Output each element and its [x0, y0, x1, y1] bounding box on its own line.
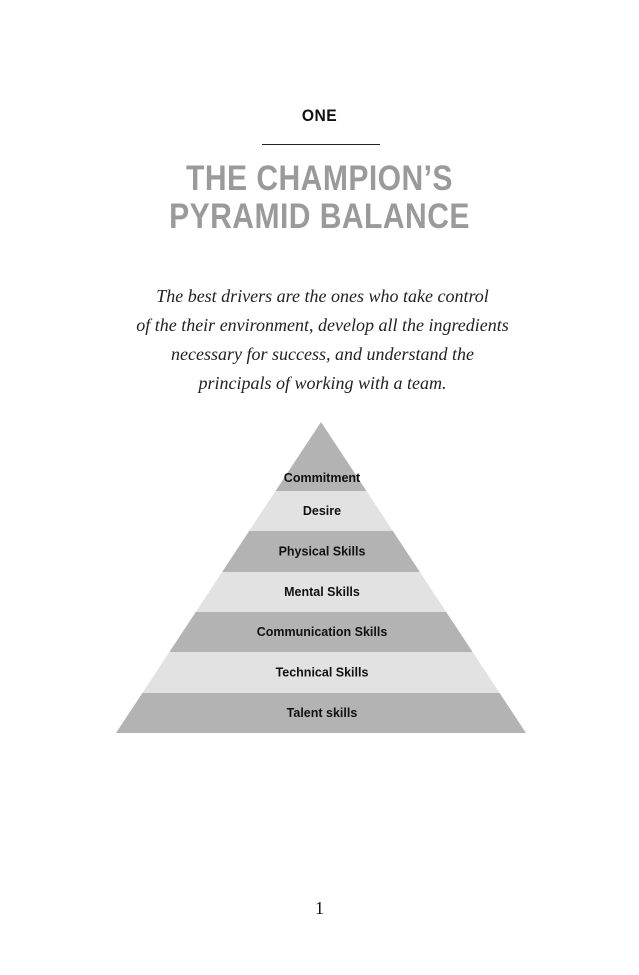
epigraph-line: of the their environment, develop all the ingredients — [136, 315, 509, 335]
pyramid-level-label: Talent skills — [286, 706, 358, 720]
pyramid-level-label: Technical Skills — [275, 665, 369, 680]
epigraph-line: principals of working with a team. — [198, 373, 447, 393]
pyramid-apex — [295, 422, 348, 462]
chapter-title-line-2: PYRAMID BALANCE — [169, 197, 470, 236]
epigraph-line: necessary for success, and understand the — [171, 344, 474, 364]
pyramid-level-label: Mental Skills — [284, 585, 360, 599]
chapter-title-line-1: THE CHAMPION’S — [186, 159, 453, 198]
chapter-number: ONE — [301, 106, 338, 125]
pyramid-level-label: Desire — [302, 504, 342, 518]
epigraph-line: The best drivers are the ones who take control — [156, 286, 489, 306]
pyramid-level-label: Communication Skills — [256, 625, 388, 639]
page-number: 1 — [315, 898, 324, 918]
pyramid-level-label: Commitment — [283, 471, 361, 485]
pyramid-level-label: Physical Skills — [278, 544, 366, 559]
